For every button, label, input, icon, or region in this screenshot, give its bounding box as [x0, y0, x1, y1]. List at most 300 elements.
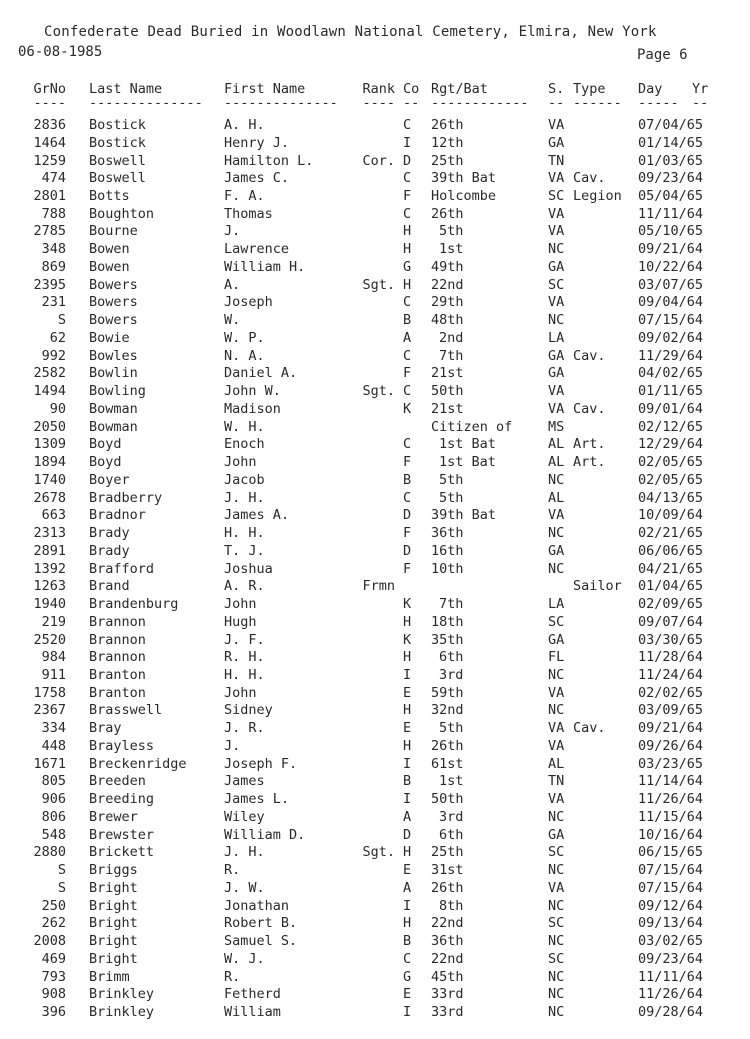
cell-company: B	[403, 933, 412, 949]
cell-regiment: Holcombe	[431, 188, 497, 204]
cell-grno: 869	[41, 258, 66, 275]
cell-last-name: Bowers	[89, 276, 138, 293]
cell-company: I	[403, 666, 412, 683]
cell-company: C	[403, 489, 412, 506]
cell-company: C	[403, 436, 412, 453]
document-title: Confederate Dead Buried in Woodlawn National Cemetery, Elmira, New York	[44, 24, 657, 40]
cell-regiment: 36th	[431, 525, 464, 541]
cell-first-name: W. P.	[224, 329, 265, 346]
table-row	[0, 524, 750, 542]
cell-state: VA	[548, 507, 565, 524]
cell-company: F	[403, 560, 412, 577]
cell-state: VA	[548, 294, 565, 311]
table-row	[0, 152, 750, 170]
cell-company: H	[403, 241, 412, 258]
cell-company: K	[403, 631, 412, 648]
cell-regiment: 25th	[431, 844, 464, 861]
cell-grno: 2395	[33, 276, 66, 293]
cell-death-date: 07/15/64	[638, 862, 704, 879]
cell-regiment: 18th	[431, 613, 464, 630]
cell-company: F	[403, 188, 412, 204]
cell-company: C	[403, 294, 412, 311]
cell-grno: 348	[41, 241, 66, 258]
cell-company: C	[403, 347, 412, 364]
cell-state: LA	[548, 329, 565, 346]
cell-grno: 2678	[33, 489, 66, 506]
cell-death-date: 03/07/65	[638, 276, 704, 293]
cell-death-date: 10/22/64	[638, 258, 704, 275]
cell-grno: 1259	[33, 152, 66, 169]
table-row	[0, 684, 750, 702]
cell-state: VA	[548, 205, 565, 222]
table-row	[0, 595, 750, 613]
cell-first-name: N. A.	[224, 347, 265, 364]
cell-death-date: 09/07/64	[638, 613, 704, 630]
cell-state: GA	[548, 631, 565, 648]
cell-death-date: 09/23/64	[638, 170, 704, 187]
cell-company: A	[403, 879, 412, 896]
cell-last-name: Brayless	[89, 737, 155, 754]
cell-grno: 1263	[33, 578, 66, 595]
cell-regiment: 3rd	[439, 808, 464, 825]
table-row	[0, 187, 750, 205]
cell-regiment: 7th	[439, 596, 464, 612]
table-row	[0, 666, 750, 684]
cell-last-name: Bowie	[89, 329, 130, 346]
table-row	[0, 648, 750, 666]
cell-state: NC	[548, 525, 565, 541]
cell-last-name: Branton	[89, 666, 146, 683]
cell-death-date: 04/21/65	[638, 560, 704, 577]
cell-company: I	[403, 134, 412, 151]
cell-regiment: 5th	[439, 223, 464, 240]
cell-last-name: Breckenridge	[89, 755, 187, 772]
header-state: S.	[548, 81, 565, 97]
cell-grno: 548	[41, 826, 66, 843]
cell-grno: 1309	[33, 436, 66, 453]
cell-grno: 231	[41, 294, 66, 311]
cell-regiment: 32nd	[431, 702, 464, 719]
table-row	[0, 276, 750, 294]
cell-first-name: John	[224, 684, 257, 701]
cell-grno: 1464	[33, 134, 66, 151]
cell-first-name: John	[224, 454, 257, 471]
cell-regiment: 22nd	[431, 915, 464, 932]
cell-regiment: 29th	[431, 294, 464, 311]
cell-death-date: 02/21/65	[638, 525, 704, 541]
cell-death-date: 03/02/65	[638, 933, 704, 949]
cell-regiment: 39th Bat	[431, 170, 497, 187]
cell-last-name: Boswell	[89, 170, 146, 187]
cell-regiment: 50th	[431, 791, 464, 808]
cell-last-name: Boughton	[89, 205, 155, 222]
cell-last-name: Boswell	[89, 152, 146, 169]
cell-first-name: R.	[224, 862, 241, 879]
cell-first-name: J.	[224, 223, 241, 240]
cell-death-date: 09/28/64	[638, 1004, 704, 1020]
table-row	[0, 418, 750, 436]
cell-company: B	[403, 773, 412, 790]
cell-regiment: 3rd	[439, 666, 464, 683]
cell-state: NC	[548, 808, 565, 825]
cell-first-name: H. H.	[224, 525, 265, 541]
cell-company: H	[403, 702, 412, 719]
cell-grno: 911	[41, 666, 66, 683]
cell-company: F	[403, 454, 412, 471]
table-row	[0, 701, 750, 719]
cell-state: NC	[548, 862, 565, 879]
cell-company: G	[403, 258, 412, 275]
cell-regiment: 26th	[431, 205, 464, 222]
cell-last-name: Brafford	[89, 560, 155, 577]
cell-last-name: Brewer	[89, 808, 138, 825]
cell-grno: 469	[41, 950, 66, 967]
cell-state: VA	[548, 720, 565, 737]
cell-last-name: Bright	[89, 950, 138, 967]
cell-regiment: 5th	[439, 720, 464, 737]
cell-state: VA	[548, 879, 565, 896]
header-last-name: Last Name	[89, 81, 163, 97]
header-day: Day	[638, 81, 663, 97]
cell-grno: 2836	[33, 117, 66, 133]
cell-death-date: 04/02/65	[638, 365, 704, 382]
cell-first-name: A. H.	[224, 117, 265, 133]
cell-company: I	[403, 1004, 412, 1020]
cell-death-date: 09/21/64	[638, 241, 704, 258]
cell-grno: 474	[41, 170, 66, 187]
cell-first-name: James	[224, 773, 265, 790]
table-row	[0, 205, 750, 223]
cell-type: Cav.	[573, 400, 606, 417]
cell-death-date: 01/11/65	[638, 383, 704, 400]
cell-grno: 906	[41, 791, 66, 808]
underline-type: ------	[573, 95, 622, 111]
cell-last-name: Bray	[89, 720, 122, 737]
cell-first-name: William D.	[224, 826, 306, 843]
table-row	[0, 631, 750, 649]
cell-company: F	[403, 365, 412, 382]
header-underline	[0, 94, 750, 112]
cell-first-name: John	[224, 596, 257, 612]
cell-state: TN	[548, 152, 565, 169]
cell-first-name: Lawrence	[224, 241, 290, 258]
cell-grno: 663	[41, 507, 66, 524]
cell-grno: 2008	[33, 933, 66, 949]
cell-state: FL	[548, 649, 565, 666]
cell-state: VA	[548, 684, 565, 701]
cell-first-name: R. H.	[224, 649, 265, 666]
header-regiment: Rgt/Bat	[431, 81, 488, 97]
cell-grno: 2891	[33, 542, 66, 559]
table-row	[0, 329, 750, 347]
cell-regiment: 35th	[431, 631, 464, 648]
cell-type: Cav.	[573, 720, 606, 737]
header-company: Co	[403, 81, 420, 97]
cell-state: SC	[548, 950, 565, 967]
cell-state: VA	[548, 791, 565, 808]
cell-grno: S	[57, 312, 66, 329]
cell-grno: 984	[41, 649, 66, 666]
cell-company: A	[403, 808, 412, 825]
cell-death-date: 09/13/64	[638, 915, 704, 932]
cell-last-name: Breeding	[89, 791, 155, 808]
cell-state: TN	[548, 773, 565, 790]
cell-first-name: R.	[224, 968, 241, 985]
cell-first-name: Thomas	[224, 205, 273, 222]
cell-state: NC	[548, 666, 565, 683]
cell-first-name: W.	[224, 312, 241, 329]
cell-death-date: 07/15/64	[638, 312, 704, 329]
cell-last-name: Bostick	[89, 134, 146, 151]
cell-first-name: James C.	[224, 170, 290, 187]
header-type: Type	[573, 81, 606, 97]
table-row	[0, 790, 750, 808]
cell-grno: 219	[41, 613, 66, 630]
cell-regiment: 10th	[431, 560, 464, 577]
cell-death-date: 05/10/65	[638, 223, 704, 240]
cell-last-name: Boyd	[89, 436, 122, 453]
table-row	[0, 1003, 750, 1021]
table-row	[0, 258, 750, 276]
cell-death-date: 02/09/65	[638, 596, 704, 612]
cell-first-name: Joseph	[224, 294, 273, 311]
underline-state: --	[548, 95, 565, 111]
cell-last-name: Bourne	[89, 223, 138, 240]
cell-grno: 1894	[33, 454, 66, 471]
cell-regiment: 7th	[439, 347, 464, 364]
cell-state: VA	[548, 383, 565, 400]
table-row	[0, 861, 750, 879]
cell-grno: 2367	[33, 702, 66, 719]
cell-company: H	[403, 613, 412, 630]
cell-death-date: 11/26/64	[638, 986, 704, 1003]
cell-state: AL	[548, 489, 565, 506]
cell-type: Legion	[573, 188, 622, 204]
cell-state: VA	[548, 737, 565, 754]
cell-regiment: 21st	[431, 365, 464, 382]
cell-company: E	[403, 684, 412, 701]
cell-death-date: 06/15/65	[638, 844, 704, 861]
cell-grno: 1392	[33, 560, 66, 577]
table-row	[0, 843, 750, 861]
cell-regiment: 12th	[431, 134, 464, 151]
cell-last-name: Brannon	[89, 649, 146, 666]
cell-first-name: H. H.	[224, 666, 265, 683]
cell-company: I	[403, 755, 412, 772]
cell-company: H	[403, 844, 412, 861]
table-row	[0, 471, 750, 489]
table-row	[0, 169, 750, 187]
cell-type: Cav.	[573, 170, 606, 187]
cell-death-date: 07/15/64	[638, 879, 704, 896]
cell-first-name: J. H.	[224, 844, 265, 861]
cell-regiment: 26th	[431, 737, 464, 754]
cell-death-date: 02/05/65	[638, 471, 704, 488]
cell-company: I	[403, 791, 412, 808]
cell-death-date: 09/23/64	[638, 950, 704, 967]
cell-grno: 992	[41, 347, 66, 364]
cell-regiment: 61st	[431, 755, 464, 772]
cell-death-date: 10/09/64	[638, 507, 704, 524]
cell-last-name: Brinkley	[89, 986, 155, 1003]
cell-last-name: Botts	[89, 188, 130, 204]
cell-last-name: Bowman	[89, 400, 138, 417]
underline-last-name: --------------	[89, 95, 203, 111]
cell-company: H	[403, 223, 412, 240]
table-row	[0, 826, 750, 844]
cell-last-name: Bradnor	[89, 507, 146, 524]
table-row	[0, 755, 750, 773]
cell-grno: 2785	[33, 223, 66, 240]
table-row	[0, 560, 750, 578]
cell-regiment: Citizen of	[431, 418, 513, 435]
cell-first-name: Enoch	[224, 436, 265, 453]
cell-regiment: 22nd	[431, 276, 464, 293]
cell-state: NC	[548, 897, 565, 914]
cell-company: G	[403, 968, 412, 985]
cell-grno: 2313	[33, 525, 66, 541]
cell-death-date: 11/14/64	[638, 773, 704, 790]
cell-last-name: Boyer	[89, 471, 130, 488]
cell-first-name: Joshua	[224, 560, 273, 577]
cell-regiment: 2nd	[439, 329, 464, 346]
cell-grno: 1671	[33, 755, 66, 772]
cell-grno: 806	[41, 808, 66, 825]
table-row	[0, 897, 750, 915]
cell-first-name: W. J.	[224, 950, 265, 967]
cell-death-date: 03/23/65	[638, 755, 704, 772]
cell-grno: 2801	[33, 188, 66, 204]
cell-regiment: 59th	[431, 684, 464, 701]
cell-last-name: Bowling	[89, 383, 146, 400]
cell-death-date: 11/11/64	[638, 205, 704, 222]
cell-company: C	[403, 383, 412, 400]
table-row	[0, 382, 750, 400]
table-row	[0, 808, 750, 826]
cell-death-date: 09/04/64	[638, 294, 704, 311]
table-row	[0, 489, 750, 507]
cell-first-name: Hamilton L.	[224, 152, 314, 169]
cell-state: NC	[548, 968, 565, 985]
cell-death-date: 03/09/65	[638, 702, 704, 719]
cell-regiment: 26th	[431, 117, 464, 133]
cell-death-date: 02/02/65	[638, 684, 704, 701]
cell-regiment: 6th	[439, 826, 464, 843]
cell-company: E	[403, 862, 412, 879]
cell-first-name: William H.	[224, 258, 306, 275]
table-row	[0, 737, 750, 755]
cell-grno: 793	[41, 968, 66, 985]
cell-regiment: 5th	[439, 489, 464, 506]
cell-regiment: 48th	[431, 312, 464, 329]
cell-death-date: 09/02/64	[638, 329, 704, 346]
table-row	[0, 453, 750, 471]
table-row	[0, 506, 750, 524]
cell-death-date: 11/26/64	[638, 791, 704, 808]
cell-last-name: Brasswell	[89, 702, 163, 719]
cell-first-name: Jonathan	[224, 897, 290, 914]
table-row	[0, 950, 750, 968]
cell-last-name: Brannon	[89, 631, 146, 648]
cell-first-name: J. F.	[224, 631, 265, 648]
cell-last-name: Brady	[89, 542, 130, 559]
cell-regiment: 45th	[431, 968, 464, 985]
cell-first-name: A. R.	[224, 578, 265, 595]
cell-first-name: W. H.	[224, 418, 265, 435]
cell-last-name: Bowen	[89, 241, 130, 258]
cell-first-name: Wiley	[224, 808, 265, 825]
cell-death-date: 04/13/65	[638, 489, 704, 506]
cell-death-date: 09/21/64	[638, 720, 704, 737]
table-row	[0, 772, 750, 790]
table-row	[0, 400, 750, 418]
cell-last-name: Brady	[89, 525, 130, 541]
cell-death-date: 11/11/64	[638, 968, 704, 985]
cell-state: VA	[548, 170, 565, 187]
cell-last-name: Brand	[89, 578, 130, 595]
table-row	[0, 364, 750, 382]
cell-state: GA	[548, 258, 565, 275]
cell-last-name: Brinkley	[89, 1004, 155, 1020]
cell-first-name: J. W.	[224, 879, 265, 896]
cell-grno: 262	[41, 915, 66, 932]
cell-grno: 1758	[33, 684, 66, 701]
table-row	[0, 347, 750, 365]
cell-company: F	[403, 525, 412, 541]
cell-first-name: T. J.	[224, 542, 265, 559]
cell-last-name: Brimm	[89, 968, 130, 985]
table-row	[0, 293, 750, 311]
cell-death-date: 11/28/64	[638, 649, 704, 666]
cell-grno: 805	[41, 773, 66, 790]
cell-last-name: Branton	[89, 684, 146, 701]
cell-last-name: Bowers	[89, 294, 138, 311]
cell-state: SC	[548, 613, 565, 630]
cell-company: C	[403, 205, 412, 222]
table-row	[0, 914, 750, 932]
cell-state: GA	[548, 365, 565, 382]
cell-regiment: 21st	[431, 400, 464, 417]
header-year: Yr	[692, 81, 709, 97]
cell-rank: Sgt.	[362, 276, 395, 293]
table-row	[0, 240, 750, 258]
cell-first-name: J. R.	[224, 720, 265, 737]
cell-last-name: Bright	[89, 933, 138, 949]
cell-last-name: Bowen	[89, 258, 130, 275]
table-row	[0, 577, 750, 595]
cell-company: K	[403, 400, 412, 417]
cell-death-date: 01/04/65	[638, 578, 704, 595]
cell-last-name: Brannon	[89, 613, 146, 630]
cell-last-name: Breeden	[89, 773, 146, 790]
cell-last-name: Bowers	[89, 312, 138, 329]
cell-first-name: Hugh	[224, 613, 257, 630]
cell-state: AL	[548, 454, 565, 471]
cell-regiment: 49th	[431, 258, 464, 275]
cell-last-name: Bowles	[89, 347, 138, 364]
cell-state: NC	[548, 702, 565, 719]
cell-last-name: Bright	[89, 915, 138, 932]
cell-first-name: James L.	[224, 791, 290, 808]
cell-regiment: 31st	[431, 862, 464, 879]
cell-first-name: Joseph F.	[224, 755, 298, 772]
cell-company: C	[403, 950, 412, 967]
table-row	[0, 985, 750, 1003]
cell-grno: 1494	[33, 383, 66, 400]
cell-regiment: 36th	[431, 933, 464, 949]
cell-grno: 788	[41, 205, 66, 222]
cell-regiment: 26th	[431, 879, 464, 896]
